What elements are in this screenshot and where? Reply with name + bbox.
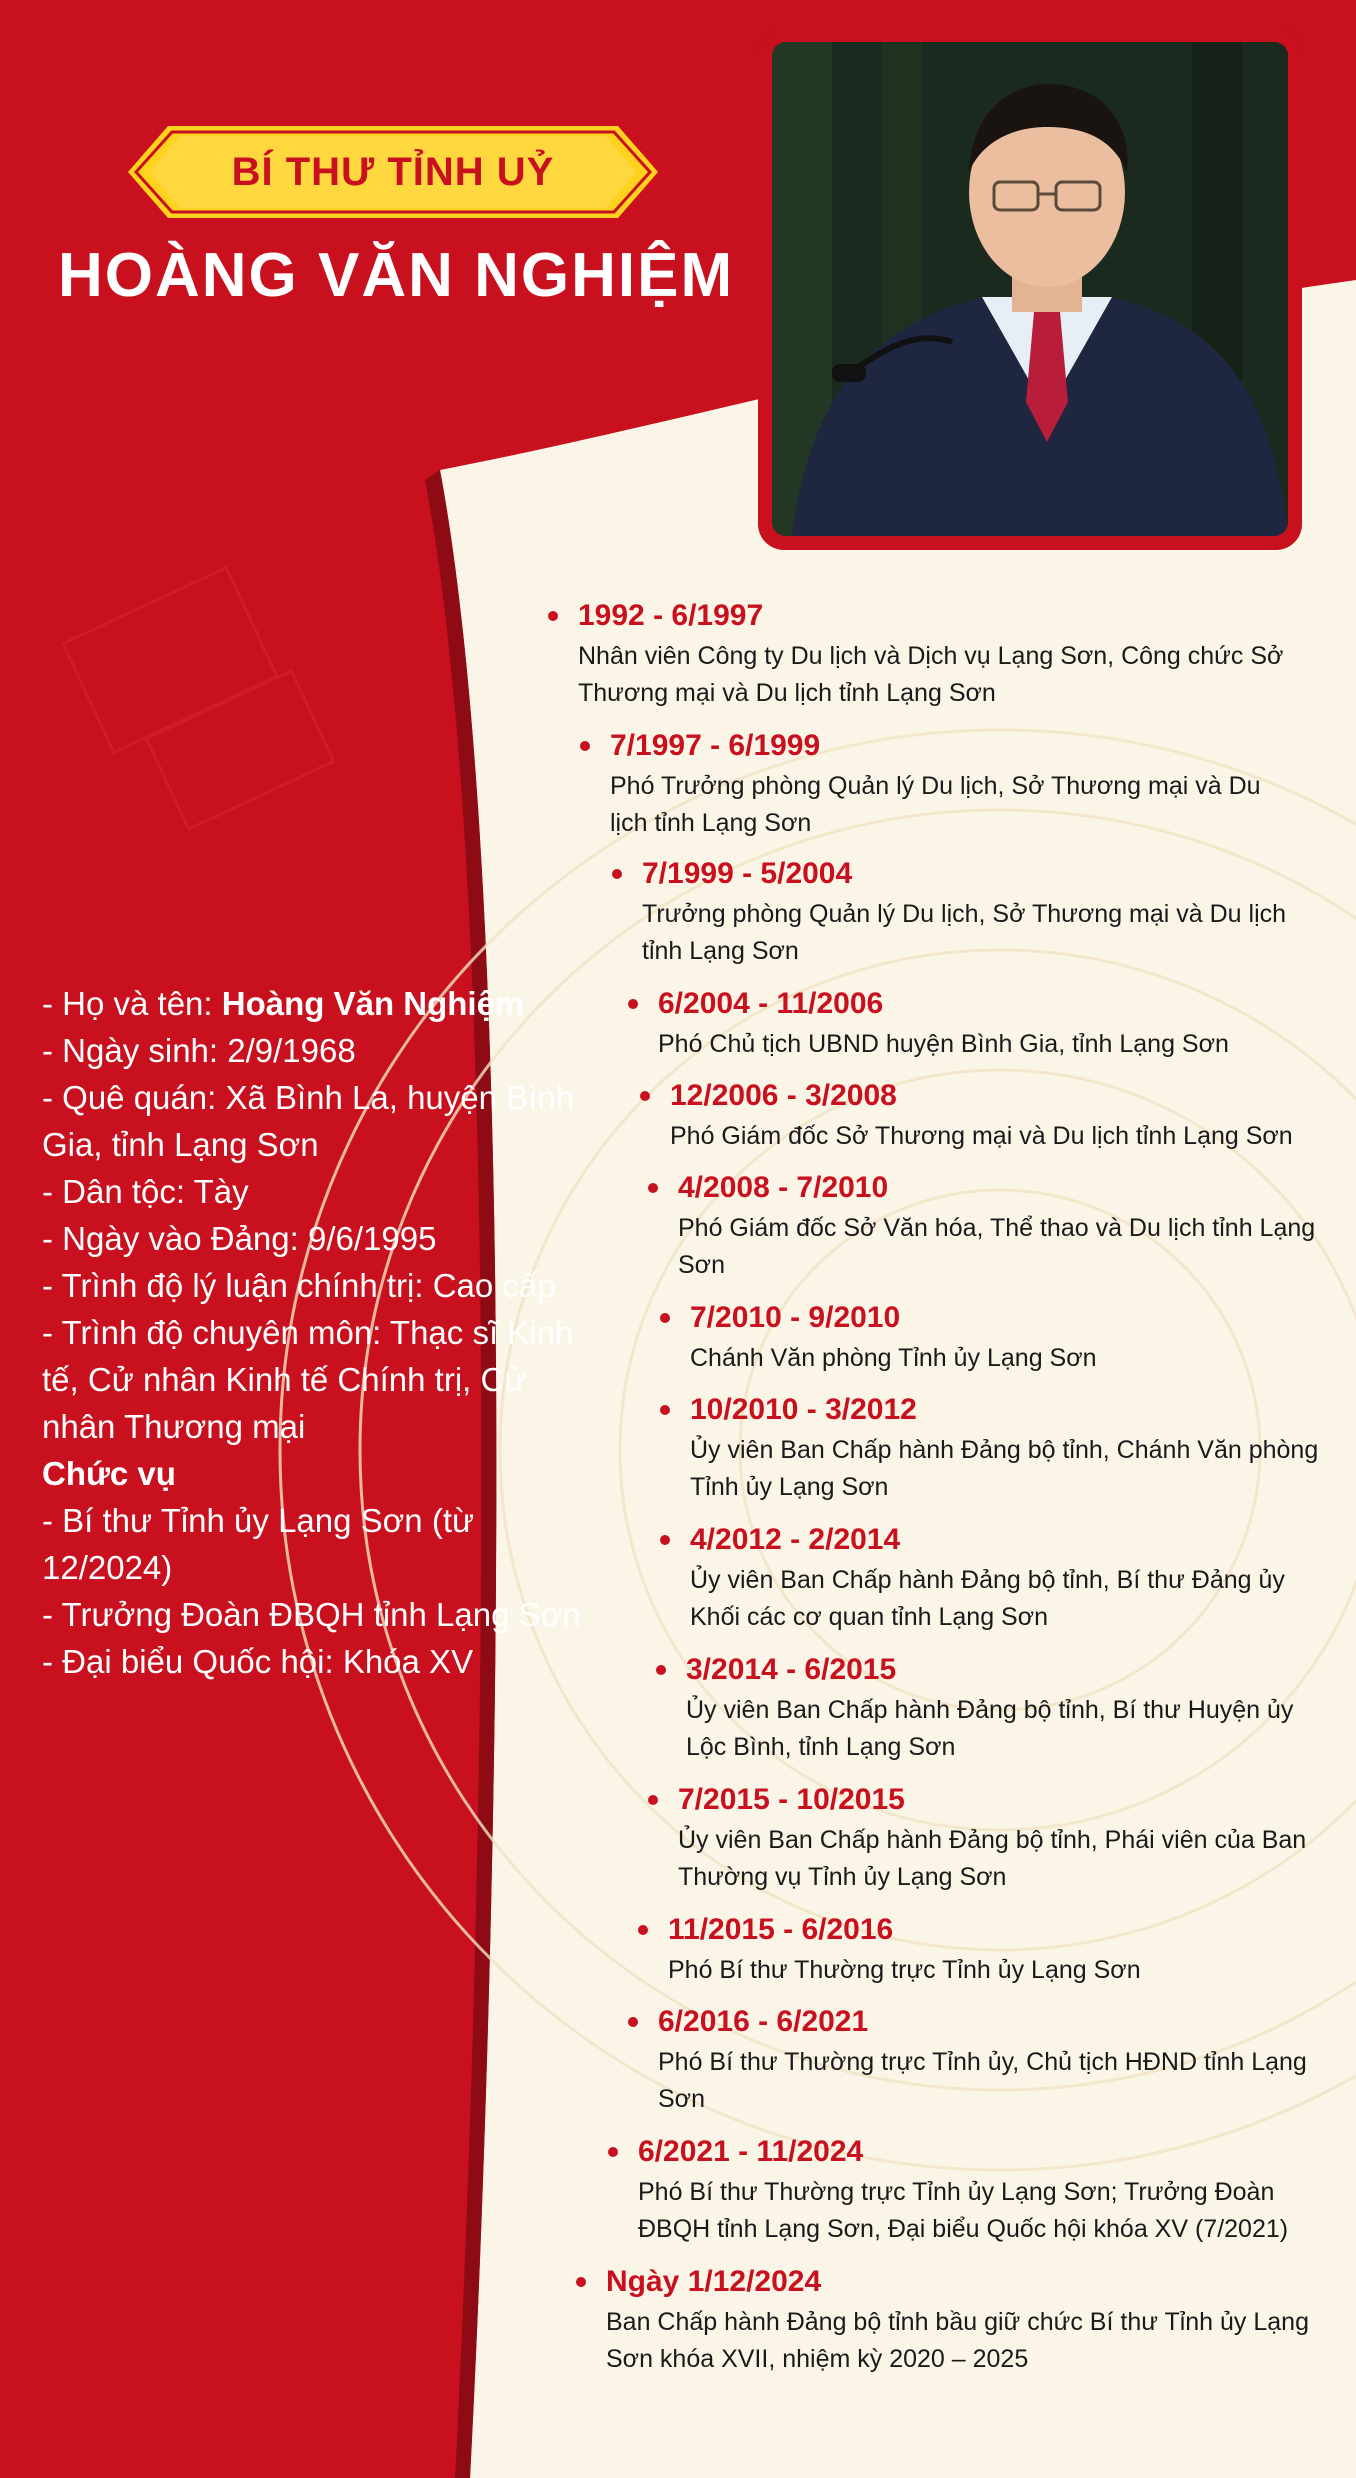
timeline-item bbox=[628, 984, 1328, 1063]
timeline-period bbox=[648, 1168, 1328, 1208]
timeline-period-text: 7/2010 - 9/2010 bbox=[690, 1301, 901, 1334]
profile-item-value: Tày bbox=[193, 1173, 249, 1210]
timeline-item bbox=[548, 596, 1288, 712]
timeline-period-text: 10/2010 - 3/2012 bbox=[690, 1393, 917, 1426]
profile-item bbox=[42, 1215, 602, 1262]
positions-list bbox=[42, 1497, 602, 1685]
timeline-description: Phó Chủ tịch UBND huyện Bình Gia, tỉnh Lạng Sơn bbox=[658, 1030, 1229, 1058]
timeline-period-text: 3/2014 - 6/2015 bbox=[686, 1653, 897, 1686]
timeline-period bbox=[660, 1298, 1340, 1338]
position-item: - Bí thư Tỉnh ủy Lạng Sơn (từ 12/2024) bbox=[42, 1502, 475, 1586]
timeline-description: Ủy viên Ban Chấp hành Đảng bộ tỉnh, Phái viên của Ban Thường vụ Tỉnh ủy Lạng Sơn bbox=[678, 1826, 1307, 1891]
profile-item-label: - Dân tộc: bbox=[42, 1173, 194, 1210]
timeline-period bbox=[656, 1650, 1316, 1690]
timeline-item bbox=[648, 1168, 1328, 1284]
profile-item bbox=[42, 1074, 602, 1168]
bullet-dot-icon bbox=[612, 869, 622, 879]
bullet-dot-icon bbox=[548, 611, 558, 621]
bullet-dot-icon bbox=[576, 2277, 586, 2287]
portrait-photo bbox=[772, 42, 1288, 536]
timeline-period bbox=[660, 1390, 1320, 1430]
bullet-dot-icon bbox=[660, 1535, 670, 1545]
timeline-item bbox=[656, 1650, 1316, 1766]
profile-list bbox=[42, 980, 602, 1450]
bullet-dot-icon bbox=[640, 1091, 650, 1101]
profile-item-label: - Trình độ chuyên môn: bbox=[42, 1314, 390, 1351]
profile-item bbox=[42, 1027, 602, 1074]
timeline-period-text: 7/1999 - 5/2004 bbox=[642, 857, 853, 890]
title-badge bbox=[128, 124, 658, 220]
person-name-heading: HOÀNG VĂN NGHIỆM bbox=[58, 241, 735, 310]
profile-item bbox=[42, 1262, 602, 1309]
profile-item-label: - Quê quán: bbox=[42, 1079, 226, 1116]
bullet-dot-icon bbox=[648, 1795, 658, 1805]
timeline-period-text: 6/2021 - 11/2024 bbox=[638, 2135, 864, 2168]
timeline-period bbox=[648, 1780, 1328, 1820]
timeline-description: Phó Bí thư Thường trực Tỉnh ủy, Chủ tịch HĐND tỉnh Lạng Sơn bbox=[658, 2048, 1307, 2113]
timeline-description: Phó Giám đốc Sở Thương mại và Du lịch tỉnh Lạng Sơn bbox=[670, 1122, 1293, 1150]
timeline-period bbox=[640, 1076, 1330, 1116]
timeline-description: Nhân viên Công ty Du lịch và Dịch vụ Lạng Sơn, Công chức Sở Thương mại và Du lịch tỉnh Lạng Sơn bbox=[578, 642, 1284, 707]
bullet-dot-icon bbox=[608, 2147, 618, 2157]
title-badge-text: BÍ THƯ TỈNH UỶ bbox=[231, 149, 555, 194]
timeline-item bbox=[648, 1780, 1328, 1896]
timeline-period bbox=[576, 2262, 1316, 2302]
timeline-period bbox=[660, 1520, 1320, 1560]
bullet-dot-icon bbox=[660, 1313, 670, 1323]
timeline-period-text: 12/2006 - 3/2008 bbox=[670, 1079, 897, 1112]
timeline-item bbox=[608, 2132, 1308, 2248]
timeline-item bbox=[640, 1076, 1330, 1155]
profile-item-value: Cao cấp bbox=[432, 1267, 556, 1304]
timeline-period-text: 6/2004 - 11/2006 bbox=[658, 987, 884, 1020]
timeline-item bbox=[660, 1298, 1340, 1377]
timeline-period bbox=[628, 984, 1328, 1024]
timeline-description: Trưởng phòng Quản lý Du lịch, Sở Thương mại và Du lịch tỉnh Lạng Sơn bbox=[642, 900, 1287, 965]
timeline-description: Ủy viên Ban Chấp hành Đảng bộ tỉnh, Chánh Văn phòng Tỉnh ủy Lạng Sơn bbox=[690, 1436, 1319, 1501]
timeline-period bbox=[580, 726, 1280, 766]
timeline-period-text: 1992 - 6/1997 bbox=[578, 599, 764, 632]
timeline-description: Ủy viên Ban Chấp hành Đảng bộ tỉnh, Bí thư Đảng ủy Khối các cơ quan tỉnh Lạng Sơn bbox=[690, 1566, 1285, 1631]
profile-section bbox=[42, 980, 602, 1685]
timeline-description: Ủy viên Ban Chấp hành Đảng bộ tỉnh, Bí thư Huyện ủy Lộc Bình, tỉnh Lạng Sơn bbox=[686, 1696, 1294, 1761]
timeline-period bbox=[548, 596, 1288, 636]
timeline-period bbox=[638, 1910, 1318, 1950]
bullet-dot-icon bbox=[660, 1405, 670, 1415]
bullet-dot-icon bbox=[648, 1183, 658, 1193]
timeline-description: Ban Chấp hành Đảng bộ tỉnh bầu giữ chức Bí thư Tỉnh ủy Lạng Sơn khóa XVII, nhiệm kỳ 2020 – 2025 bbox=[606, 2308, 1309, 2373]
timeline-description: Chánh Văn phòng Tỉnh ủy Lạng Sơn bbox=[690, 1344, 1097, 1372]
timeline-item bbox=[628, 2002, 1308, 2118]
timeline-description: Phó Bí thư Thường trực Tỉnh ủy Lạng Sơn bbox=[668, 1956, 1141, 1984]
timeline-period bbox=[612, 854, 1312, 894]
profile-item-label: - Họ và tên: bbox=[42, 985, 222, 1022]
position-item: - Trưởng Đoàn ĐBQH tỉnh Lạng Sơn bbox=[42, 1596, 581, 1633]
timeline-item bbox=[576, 2262, 1316, 2378]
position-item: - Đại biểu Quốc hội: Khóa XV bbox=[42, 1643, 474, 1680]
timeline-description: Phó Trưởng phòng Quản lý Du lịch, Sở Thương mại và Du lịch tỉnh Lạng Sơn bbox=[610, 772, 1261, 837]
profile-item bbox=[42, 1168, 602, 1215]
bullet-dot-icon bbox=[638, 1925, 648, 1935]
profile-item-value: Thạc sĩ Kinh tế, Cử nhân Kinh tế Chính trị, Cử nhân Thương mại bbox=[42, 1314, 574, 1445]
timeline-item bbox=[612, 854, 1312, 970]
timeline-item bbox=[638, 1910, 1318, 1989]
timeline-period-text: 4/2008 - 7/2010 bbox=[678, 1171, 889, 1204]
profile-item-value: 2/9/1968 bbox=[227, 1032, 356, 1069]
profile-item bbox=[42, 980, 602, 1027]
timeline-item bbox=[660, 1520, 1320, 1636]
profile-item-label: - Ngày sinh: bbox=[42, 1032, 228, 1069]
portrait-frame bbox=[758, 28, 1302, 550]
timeline-period-text: 11/2015 - 6/2016 bbox=[668, 1913, 894, 1946]
timeline-period-text: 7/1997 - 6/1999 bbox=[610, 729, 821, 762]
timeline-period-text: 7/2015 - 10/2015 bbox=[678, 1783, 905, 1816]
bullet-dot-icon bbox=[628, 999, 638, 1009]
timeline-item bbox=[580, 726, 1280, 842]
timeline-period-text: 4/2012 - 2/2014 bbox=[690, 1523, 901, 1556]
profile-item-label: - Ngày vào Đảng: bbox=[42, 1220, 308, 1257]
profile-item bbox=[42, 1309, 602, 1450]
profile-item-value: Xã Bình La, huyện Bình Gia, tỉnh Lạng Sơn bbox=[42, 1079, 575, 1163]
timeline-description: Phó Bí thư Thường trực Tỉnh ủy Lạng Sơn; Trưởng Đoàn ĐBQH tỉnh Lạng Sơn, Đại biểu Quốc hội khóa XV (7/2021) bbox=[638, 2178, 1289, 2243]
timeline-period-text: Ngày 1/12/2024 bbox=[606, 2265, 822, 2298]
timeline-period bbox=[608, 2132, 1308, 2172]
timeline-description: Phó Giám đốc Sở Văn hóa, Thể thao và Du lịch tỉnh Lạng Sơn bbox=[678, 1214, 1316, 1279]
bullet-dot-icon bbox=[656, 1665, 666, 1675]
timeline-period-text: 6/2016 - 6/2021 bbox=[658, 2005, 869, 2038]
profile-item-label: - Trình độ lý luận chính trị: bbox=[42, 1267, 433, 1304]
profile-item-value: 9/6/1995 bbox=[307, 1220, 437, 1257]
bullet-dot-icon bbox=[580, 741, 590, 751]
profile-item-value: Hoàng Văn Nghiệm bbox=[221, 985, 525, 1022]
bullet-dot-icon bbox=[628, 2017, 638, 2027]
positions-title: Chức vụ bbox=[42, 1455, 176, 1492]
timeline-item bbox=[660, 1390, 1320, 1506]
timeline-period bbox=[628, 2002, 1308, 2042]
